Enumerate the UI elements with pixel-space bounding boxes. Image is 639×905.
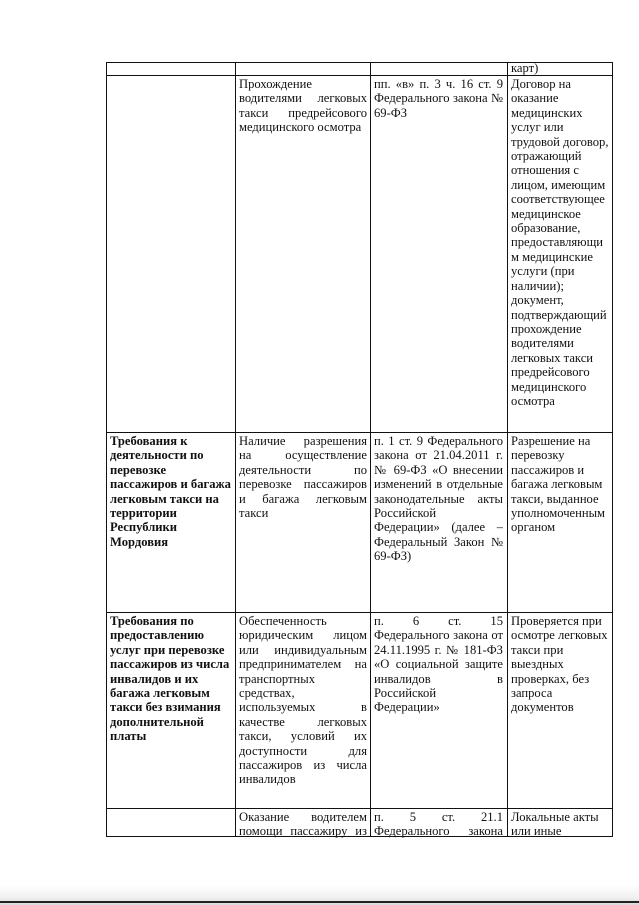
documents-cell: Проверяется при осмотре легковых такси при выездных проверках, без запроса документов [511, 614, 608, 715]
documents-cell: Локальные акты или иные [511, 810, 599, 839]
documents-cell: Договор на оказание медицинских услуг или трудовой договор, отражающий отношения с лицом, имеющим соответствующее медицинское образование, предоставляющи м медицинские услуги (при наличии); документ, подтверждающий прохождение водителями легковых такси предрейсового медицинского осмотра [511, 77, 609, 408]
scan-edge-line [0, 901, 639, 903]
table-rule-col-2 [370, 62, 371, 837]
table-rule-col-0 [106, 62, 107, 837]
requirement-cell: Требования по предоставлению услуг при перевозке пассажиров из числа инвалидов и их багажа легковым такси без взимания дополнительной платы [110, 614, 230, 744]
legal-basis-cell: п. 6 ст. 15 Федерального закона от 24.11.1995 г. № 181-ФЗ «О социальной защите инвалидов в Российской Федерации» [374, 614, 503, 715]
table-rule-col-1 [235, 62, 236, 837]
legal-basis-cell: п. 5 ст. 21.1 Федерального закона [374, 810, 503, 839]
content-cell: Наличие разрешения на осуществление деятельности по перевозке пассажиров и багажа легковым такси [239, 434, 367, 521]
legal-basis-cell: пп. «в» п. 3 ч. 16 ст. 9 Федерального закона № 69-ФЗ [374, 77, 503, 120]
content-cell: Оказание водителем помощи пассажиру из [239, 810, 367, 839]
table-rule-col-4 [612, 62, 613, 837]
table-rule-row-4 [106, 808, 612, 809]
requirement-cell: Требования к деятельности по перевозке пассажиров и багажа легковым такси на территории Республики Мордовия [110, 434, 231, 549]
legal-basis-cell: п. 1 ст. 9 Федерального закона от 21.04.2011 г. № 69-ФЗ «О внесении изменений в отдельные законодательные акты Российской Федерации» (далее – Федеральный Закон № 69-ФЗ) [374, 434, 503, 564]
documents-cell: Разрешение на перевозку пассажиров и багажа легковым такси, выданное уполномоченным органом [511, 434, 606, 535]
table-rule-row-2 [106, 432, 612, 433]
table-rule-row-3 [106, 612, 612, 613]
content-cell: Обеспеченность юридическим лицом или индивидуальным предпринимателем на транспортных средствах, используемых в качестве легковых такси, условий их доступности для пассажиров из числа инвалидов [239, 614, 367, 787]
documents-cell: карт) [511, 61, 539, 75]
content-cell: Прохождение водителями легковых такси предрейсового медицинского осмотра [239, 77, 367, 135]
table-rule-col-3 [507, 62, 508, 837]
